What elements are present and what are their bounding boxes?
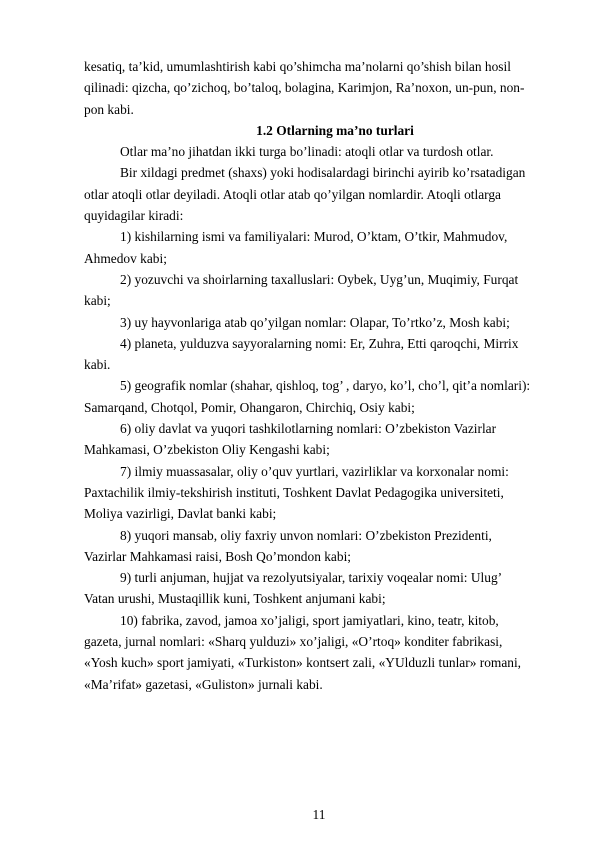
text-line: otlar atoqli otlar deyiladi. Atoqli otlar atab qo’yilgan nomlardir. Atoqli otlarga xyxy=(84,186,502,202)
text-line: Mahkamasi, O’zbekiston Oliy Kengashi kabi; xyxy=(84,442,330,458)
text-line: Paxtachilik ilmiy-tekshirish instituti, Toshkent Davlat Pedagogika universiteti, xyxy=(84,484,504,500)
list-item-line: 9) turli anjuman, hujjat va rezolyutsiyalar, tarixiy voqealar nomi: Ulug’ xyxy=(120,570,503,586)
text-line: Vazirlar Mahkamasi raisi, Bosh Qo’mondon kabi; xyxy=(84,548,352,564)
page-number: 11 xyxy=(312,807,326,822)
text-line: pon kabi. xyxy=(84,101,134,117)
list-item-line: 4) planeta, yulduzva sayyoralarning nomi: Er, Zuhra, Etti qaroqchi, Mirrix xyxy=(120,335,519,351)
text-line: Vatan urushi, Mustaqillik kuni, Toshkent anjumani kabi; xyxy=(84,591,386,607)
text-line: kabi. xyxy=(84,357,111,373)
text-line: kabi; xyxy=(84,293,111,309)
text-line: gazeta, jurnal nomlari: «Sharq yulduzi» xo’jaligi, «O’rtoq» konditer fabrikasi, xyxy=(84,634,503,650)
list-item-line: 8) yuqori mansab, oliy faxriy unvon nomlari: O’zbekiston Prezidenti, xyxy=(120,527,492,543)
text-line: quyidagilar kiradi: xyxy=(84,208,184,224)
text-line: Samarqand, Chotqol, Pomir, Ohangaron, Chirchiq, Osiy kabi; xyxy=(84,399,415,415)
text-line: Ahmedov kabi; xyxy=(84,250,167,266)
text-line: «Yosh kuch» sport jamiyati, «Turkiston» kontsert zali, «YUlduzli tunlar» romani, xyxy=(84,655,522,671)
text-line: Bir xildagi predmet (shaxs) yoki hodisalardagi birinchi ayirib ko’rsatadigan xyxy=(120,165,526,181)
text-line: «Ma’rifat» gazetasi, «Guliston» jurnali kabi. xyxy=(84,676,323,692)
list-item-line: 3) uy hayvonlariga atab qo’yilgan nomlar: Olapar, To’rtko’z, Mosh kabi; xyxy=(120,314,510,330)
list-item-line: 6) oliy davlat va yuqori tashkilotlarning nomlari: O’zbekiston Vazirlar xyxy=(120,421,497,437)
list-item-line: 2) yozuvchi va shoirlarning taxalluslari: Oybek, Uyg’un, Muqimiy, Furqat xyxy=(120,271,519,287)
list-item-line: 10) fabrika, zavod, jamoa xo’jaligi, sport jamiyatlari, kino, teatr, kitob, xyxy=(120,612,499,628)
section-heading: 1.2 Otlarning ma’no turlari xyxy=(256,122,414,138)
text-line: qilinadi: qizcha, qo’zichoq, bo’taloq, bolagina, Karimjon, Ra’noxon, un-pun, non- xyxy=(84,80,525,96)
body-text xyxy=(84,56,550,695)
list-item-line: 7) ilmiy muassasalar, oliy o’quv yurtlari, vazirliklar va korxonalar nomi: xyxy=(120,463,509,479)
list-item-line: 1) kishilarning ismi va familiyalari: Murod, O’ktam, O’tkir, Mahmudov, xyxy=(120,229,508,245)
text-line: Moliya vazirligi, Davlat banki kabi; xyxy=(84,506,277,522)
text-line: Otlar ma’no jihatdan ikki turga bo’linadi: atoqli otlar va turdosh otlar. xyxy=(120,144,494,160)
list-item-line: 5) geografik nomlar (shahar, qishloq, tog’ , daryo, ko’l, cho’l, qit’a nomlari): xyxy=(120,378,531,394)
text-line: kesatiq, ta’kid, umumlashtirish kabi qo’shimcha ma’nolarni qo’shish bilan hosil xyxy=(84,59,511,74)
